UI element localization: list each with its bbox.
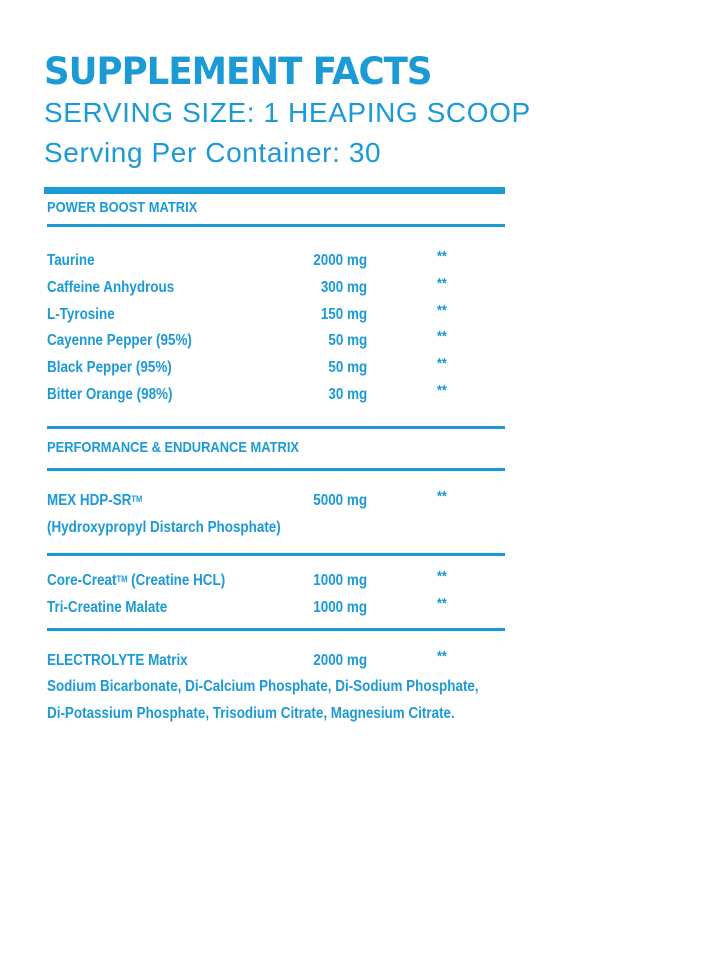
ingredient-amount: 5000 mg [313, 492, 367, 509]
ingredient-amount: 1000 mg [313, 572, 367, 589]
trademark-mark: TM [116, 574, 128, 584]
ingredient-amount: 50 mg [328, 332, 367, 349]
ingredient-name: Tri-Creatine Malate [47, 599, 168, 616]
daily-value: ** [437, 568, 447, 585]
power-boost-divider [47, 224, 505, 227]
ingredient-amount: 300 mg [320, 279, 367, 296]
electrolyte-ingredients-line: Di-Potassium Phosphate, Trisodium Citrate, Magnesium Citrate. [47, 705, 455, 722]
ingredient-name: Bitter Orange (98%) [47, 386, 173, 403]
daily-value: ** [437, 382, 447, 399]
ingredient-row [47, 330, 505, 352]
ingredient-amount: 2000 mg [313, 252, 367, 269]
electrolyte-ingredients-line: Sodium Bicarbonate, Di-Calcium Phosphate, Di-Sodium Phosphate, [47, 678, 479, 695]
ingredient-amount: 1000 mg [313, 599, 367, 616]
ingredient-row [47, 490, 505, 512]
ingredient-amount: 2000 mg [313, 652, 367, 669]
daily-value: ** [437, 275, 447, 292]
trademark-mark: TM [131, 494, 143, 504]
power-boost-heading: POWER BOOST MATRIX [47, 199, 198, 216]
ingredient-detail: (Hydroxypropyl Distarch Phosphate) [47, 519, 281, 536]
ingredient-name: Black Pepper (95%) [47, 359, 172, 376]
ingredient-amount: 30 mg [328, 386, 367, 403]
ingredient-row [47, 384, 505, 406]
performance-divider [47, 468, 505, 471]
ingredient-row [47, 250, 505, 272]
ingredient-row [47, 357, 505, 379]
ingredient-name: Caffeine Anhydrous [47, 279, 175, 296]
ingredient-row [47, 277, 505, 299]
ingredient-row [47, 597, 505, 619]
ingredient-row [47, 304, 505, 326]
serving-size: SERVING SIZE: 1 HEAPING SCOOP [44, 97, 531, 128]
ingredient-name: MEX HDP-SR™ [47, 492, 143, 509]
ingredient-amount: 150 mg [320, 306, 367, 323]
daily-value: ** [437, 648, 447, 665]
servings-per-container: Serving Per Container: 30 [44, 137, 382, 168]
daily-value: ** [437, 248, 447, 265]
daily-value: ** [437, 595, 447, 612]
ingredient-amount: 50 mg [328, 359, 367, 376]
daily-value: ** [437, 328, 447, 345]
ingredient-name: L-Tyrosine [47, 306, 115, 323]
daily-value: ** [437, 302, 447, 319]
section-divider [47, 553, 505, 556]
page-title: SUPPLEMENT FACTS [44, 50, 432, 93]
ingredient-row [47, 570, 505, 592]
section-divider [47, 628, 505, 631]
ingredient-name: Core-Creat™ (Creatine HCL) [47, 572, 226, 589]
daily-value: ** [437, 355, 447, 372]
ingredient-row [47, 650, 505, 672]
performance-heading: PERFORMANCE & ENDURANCE MATRIX [47, 439, 300, 456]
section-divider [47, 426, 505, 429]
ingredient-name: Taurine [47, 252, 95, 269]
daily-value: ** [437, 488, 447, 505]
header-divider [44, 187, 505, 194]
ingredient-name: Cayenne Pepper (95%) [47, 332, 192, 349]
ingredient-name: ELECTROLYTE Matrix [47, 652, 188, 669]
